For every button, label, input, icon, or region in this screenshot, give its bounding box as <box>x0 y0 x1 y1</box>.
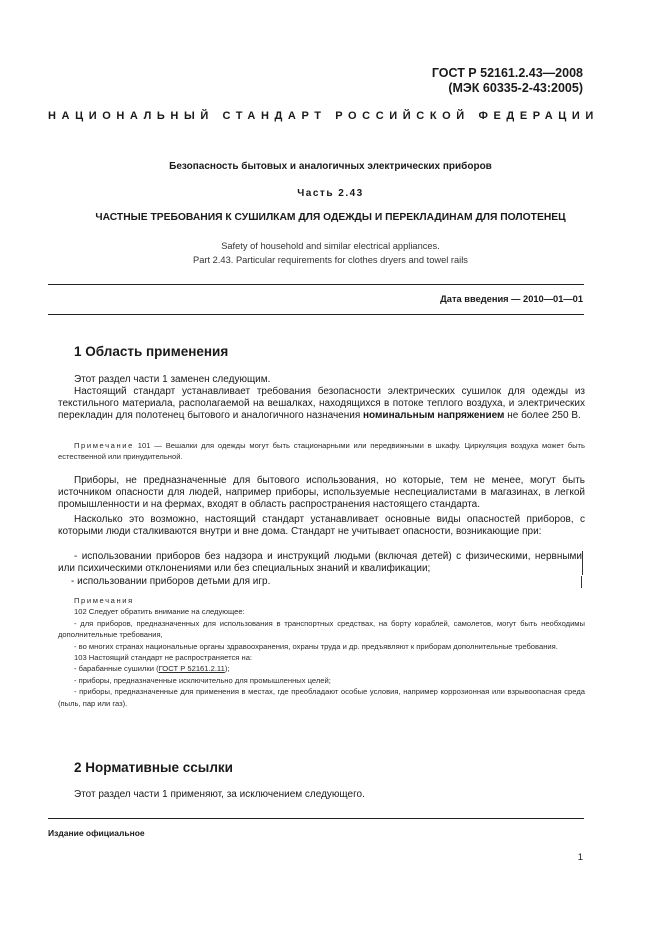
note-103-item-industrial: - приборы, предназначенные исключительно для промышленных целей; <box>74 675 331 685</box>
section-1-heading: 1 Область применения <box>74 344 229 359</box>
page-number: 1 <box>577 852 583 863</box>
non-household-paragraph: Приборы, не предназначенные для бытового использования, но которые, тем не менее, могут быть источником опасности для людей, например приборы, используемые неспециалистами в магазинах, в легкой промышленности и на фермах, входят в область распространения настоящего стандарта. <box>58 475 585 511</box>
section-2-heading: 2 Нормативные ссылки <box>74 760 233 775</box>
notes-label: Примечания <box>74 596 134 605</box>
document-subtitle: ЧАСТНЫЕ ТРЕБОВАНИЯ К СУШИЛКАМ ДЛЯ ОДЕЖДЫ И ПЕРЕКЛАДИНАМ ДЛЯ ПОЛОТЕНЕЦ <box>95 212 566 223</box>
standard-code-block <box>432 66 583 96</box>
notes-block <box>58 595 585 709</box>
official-edition-label: Издание официальное <box>48 828 145 838</box>
note-102-item-transport: - для приборов, предназначенных для использования в транспортных средствах, на борту кораблей, самолетов, могут быть необходимы дополнительные требования, <box>58 618 585 640</box>
english-title <box>48 239 613 267</box>
iec-code: (МЭК 60335-2-43:2005) <box>448 81 583 95</box>
scope-end: не более 250 В. <box>504 410 581 422</box>
note-102: 102 Следует обратить внимание на следующее: <box>74 607 245 617</box>
section-2-intro: Этот раздел части 1 применяют, за исключением следующего. <box>74 789 365 800</box>
note-101-label: Примечание <box>74 441 134 450</box>
national-standard-banner: НАЦИОНАЛЬНЫЙ СТАНДАРТ РОССИЙСКОЙ ФЕДЕРАЦИИ <box>48 110 599 122</box>
english-title-line2: Part 2.43. Particular requirements for clothes dryers and towel rails <box>193 255 468 265</box>
bullet-supervision: - использовании приборов без надзора и инструкций людьми (включая детей) с физическими, нервными или психическими отклонениями или без специальных знаний и квалификации; <box>58 551 582 575</box>
gost-reference-link[interactable]: ГОСТ Р 52161.2.11 <box>158 664 225 674</box>
note-103-item-drum-dryers <box>58 663 585 674</box>
document-title: Безопасность бытовых и аналогичных электрических приборов <box>169 161 492 172</box>
note-103: 103 Настоящий стандарт не распространяется на: <box>74 653 253 663</box>
footer-divider <box>48 818 584 819</box>
hazards-paragraph: Насколько это возможно, настоящий стандарт устанавливает основные виды опасностей приборов, с которыми люди сталкиваются внутри и вне дома. Стандарт не учитывает опасности, возникающие при: <box>58 514 585 538</box>
standard-code: ГОСТ Р 52161.2.43—2008 <box>431 66 583 80</box>
note-103-item-drum-dryers-pre: - барабанные сушилки ( <box>74 664 159 674</box>
note-101 <box>58 440 585 463</box>
note-103-item-special-conditions: - приборы, предназначенные для применения в местах, где преобладают особые условия, например коррозионная или взрывоопасная среда (пыль, пар или газ). <box>58 687 585 708</box>
section-1-intro: Этот раздел части 1 заменен следующим. <box>74 374 271 385</box>
scope-bold-term: номинальным напряжением <box>363 410 505 422</box>
note-103-item-drum-dryers-post: ); <box>224 664 230 674</box>
title-divider <box>48 284 584 285</box>
bullet-children: - использовании приборов детьми для игр. <box>71 576 582 588</box>
scope-paragraph <box>58 386 585 423</box>
document-part: Часть 2.43 <box>297 188 364 199</box>
scope-text: Настоящий стандарт устанавливает требования безопасности электрических сушилок для одежды из текстильного материала, располагаемой на вешалках, находящихся в потоке теплого воздуха, и электрических перекладин для полотенец бытового и аналогичного назначения <box>58 386 585 422</box>
note-101-text: 101 — Вешалки для одежды могут быть стационарными или передвижными в шкафу. Циркуляция воздуха может быть естественной или принудительной. <box>58 441 585 462</box>
effective-date: Дата введения — 2010—01—01 <box>440 294 583 304</box>
date-divider <box>48 314 584 315</box>
note-102-item-national: - во многих странах национальные органы здравоохранения, охраны труда и др. предъявляют к приборам дополнительные требования. <box>74 641 558 651</box>
english-title-line1: Safety of household and similar electrical appliances. <box>221 241 440 251</box>
